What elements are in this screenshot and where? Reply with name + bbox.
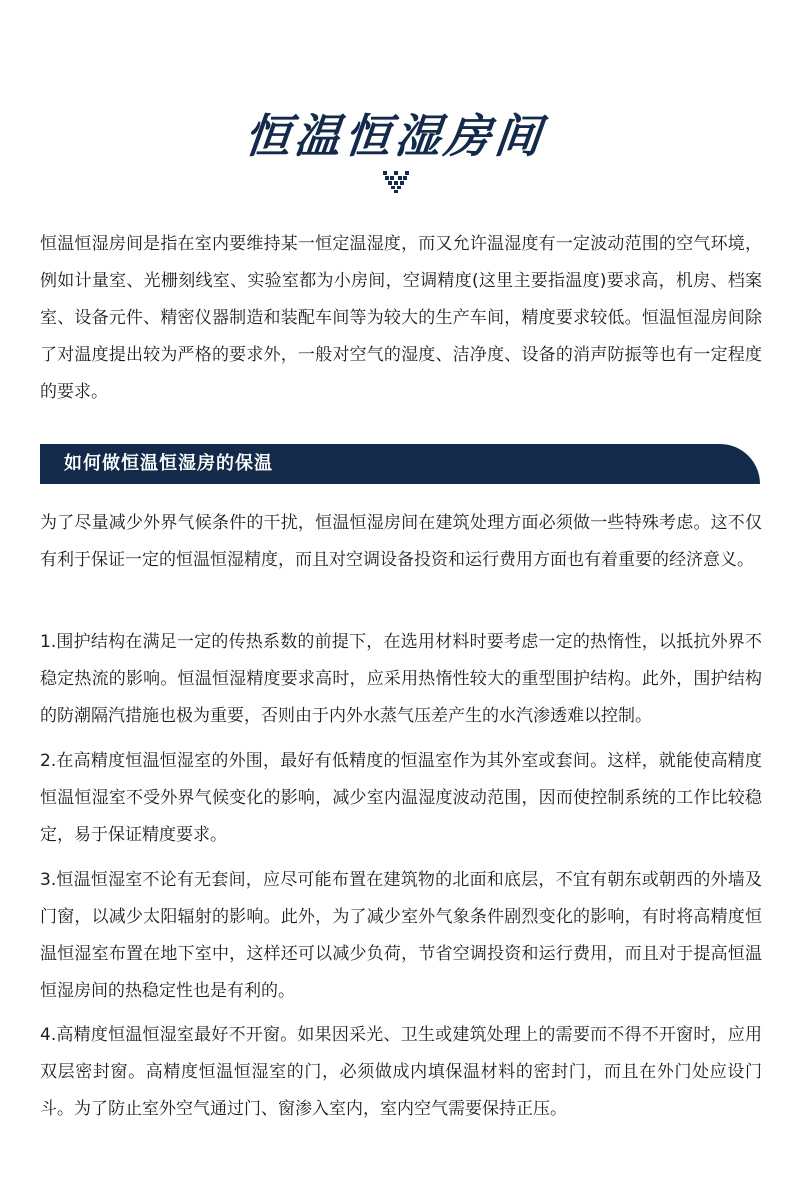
section-header-bar [40, 444, 760, 484]
point-paragraph-3: 3.恒温恒湿室不论有无套间，应尽可能布置在建筑物的北面和底层，不宜有朝东或朝西的外墙及门窗，以减少太阳辐射的影响。此外，为了减少室外气象条件剧烈变化的影响，有时将高精度恒温恒湿室布置在地下室中，这样还可以减少负荷，节省空调投资和运行费用，而且对于提高恒温恒湿房间的热稳定性也是有利的。 [40, 870, 762, 1001]
section-lead-paragraph: 为了尽量减少外界气候条件的干扰，恒温恒湿房间在建筑处理方面必须做一些特殊考虑。这不仅有利于保证一定的恒温恒湿精度，而且对空调设备投资和运行费用方面也有着重要的经济意义。 [40, 513, 762, 570]
dotted-v-mark-icon [383, 171, 409, 193]
point-paragraph-4: 4.高精度恒温恒湿室最好不开窗。如果因采光、卫生或建筑处理上的需要而不得不开窗时，应用双层密封窗。高精度恒温恒湿室的门，必须做成内填保温材料的密封门，而且在外门处应设门斗。为了防止室外空气通过门、窗渗入室内，室内空气需要保持正压。 [40, 1025, 762, 1119]
page-title: 恒温恒湿房间 [241, 109, 548, 163]
section-title: 如何做恒温恒湿房的保温 [64, 453, 273, 474]
intro-paragraph: 恒温恒湿房间是指在室内要维持某一恒定温湿度，而又允许温湿度有一定波动范围的空气环境，例如计量室、光栅刻线室、实验室都为小房间，空调精度(这里主要指温度)要求高，机房、档案室、设备元件、精密仪器制造和装配车间等为较大的生产车间，精度要求较低。恒温恒湿房间除了对温度提出较为严格的要求外，一般对空气的湿度、洁净度、设备的消声防振等也有一定程度的要求。 [40, 234, 762, 402]
title-area [0, 100, 790, 166]
point-paragraph-2: 2.在高精度恒温恒湿室的外围，最好有低精度的恒温室作为其外室或套间。这样，就能使高精度恒温恒湿室不受外界气候变化的影响，减少室内温湿度波动范围，因而使控制系统的工作比较稳定，易于保证精度要求。 [40, 751, 762, 845]
point-paragraph-1: 1.围护结构在满足一定的传热系数的前提下，在选用材料时要考虑一定的热惰性，以抵抗外界不稳定热流的影响。恒温恒湿精度要求高时，应采用热惰性较大的重型围护结构。此外，围护结构的防潮隔汽措施也极为重要，否则由于内外水蒸气压差产生的水汽渗透难以控制。 [40, 632, 762, 726]
